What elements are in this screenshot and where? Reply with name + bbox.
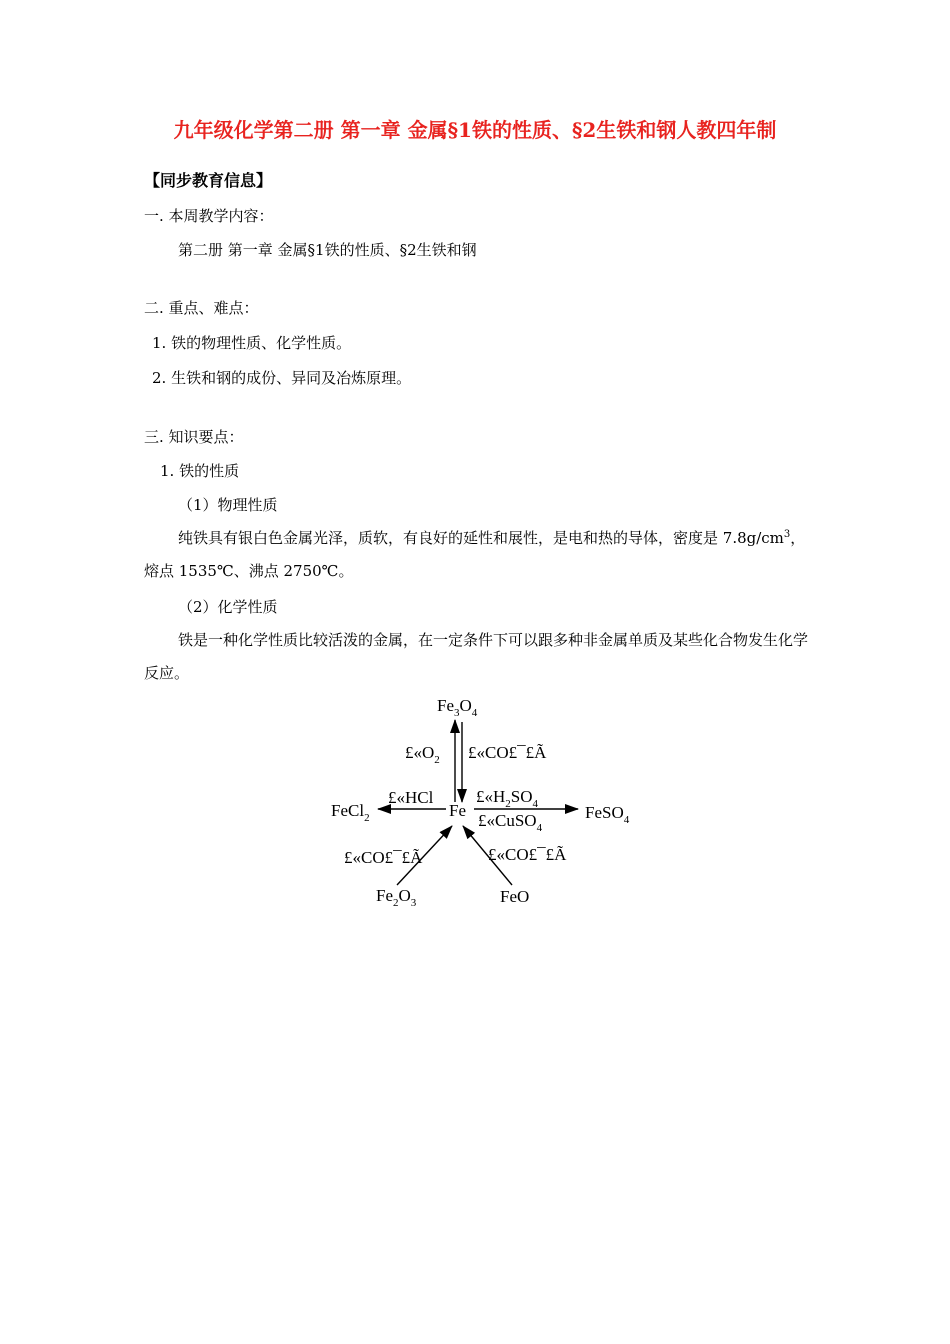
physical-text-b: ，熔点 1535℃、沸点 2750℃。	[144, 529, 806, 580]
compound-fe2o3: $Fe_2O_3$	[376, 886, 417, 909]
center-fe: Fe	[449, 801, 466, 820]
part1-heading: 一. 本周教学内容：	[144, 207, 274, 225]
part2-item-2: 2. 生铁和钢的成份、异同及冶炼原理。	[152, 369, 412, 387]
part1-content: 第二册 第一章 金属§1铁的性质、§2生铁和钢	[178, 241, 477, 259]
physical-paragraph	[144, 522, 808, 588]
label-co-top: £«CO£¯£Ã	[468, 743, 547, 762]
part3-sub1: 1. 铁的性质	[160, 462, 240, 480]
part2-heading: 二. 重点、难点：	[144, 299, 259, 317]
label-h2so4: $£«H_2SO_4$	[476, 787, 539, 810]
part3-heading: 三. 知识要点：	[144, 428, 244, 446]
document-title: 九年级化学第二册 第一章 金属§1铁的性质、§2生铁和钢人教四年制	[173, 118, 777, 142]
physical-superscript: 3	[783, 529, 791, 540]
chemical-heading: （2）化学性质	[178, 598, 278, 616]
iron-reaction-diagram	[0, 680, 950, 940]
compound-feso4: FeSO$_4$	[585, 803, 630, 826]
physical-heading: （1）物理性质	[178, 496, 278, 514]
label-cuso4: £«CuSO$_4$	[478, 811, 543, 834]
label-o2: $£«O_2$	[405, 743, 440, 766]
compound-feo: FeO	[500, 887, 530, 906]
label-hcl: £«HCl	[388, 788, 434, 807]
part2-item-1: 1. 铁的物理性质、化学性质。	[152, 334, 352, 352]
label-co-right: £«CO£¯£Ã	[488, 845, 567, 864]
compound-fecl2: FeCl$_2$	[331, 801, 370, 824]
compound-fe3o4: $Fe_3O_4$	[437, 696, 478, 719]
physical-text-a: 纯铁具有银白色金属光泽，质软，有良好的延性和展性，是电和热的导体，密度是 7.8g/cm	[178, 529, 784, 547]
chemical-paragraph: 铁是一种化学性质比较活泼的金属，在一定条件下可以跟多种非金属单质及某些化合物发生化学反应。	[144, 631, 809, 682]
label-co-left: £«CO£¯£Ã	[344, 848, 423, 867]
section-heading: 【同步教育信息】	[144, 171, 273, 190]
